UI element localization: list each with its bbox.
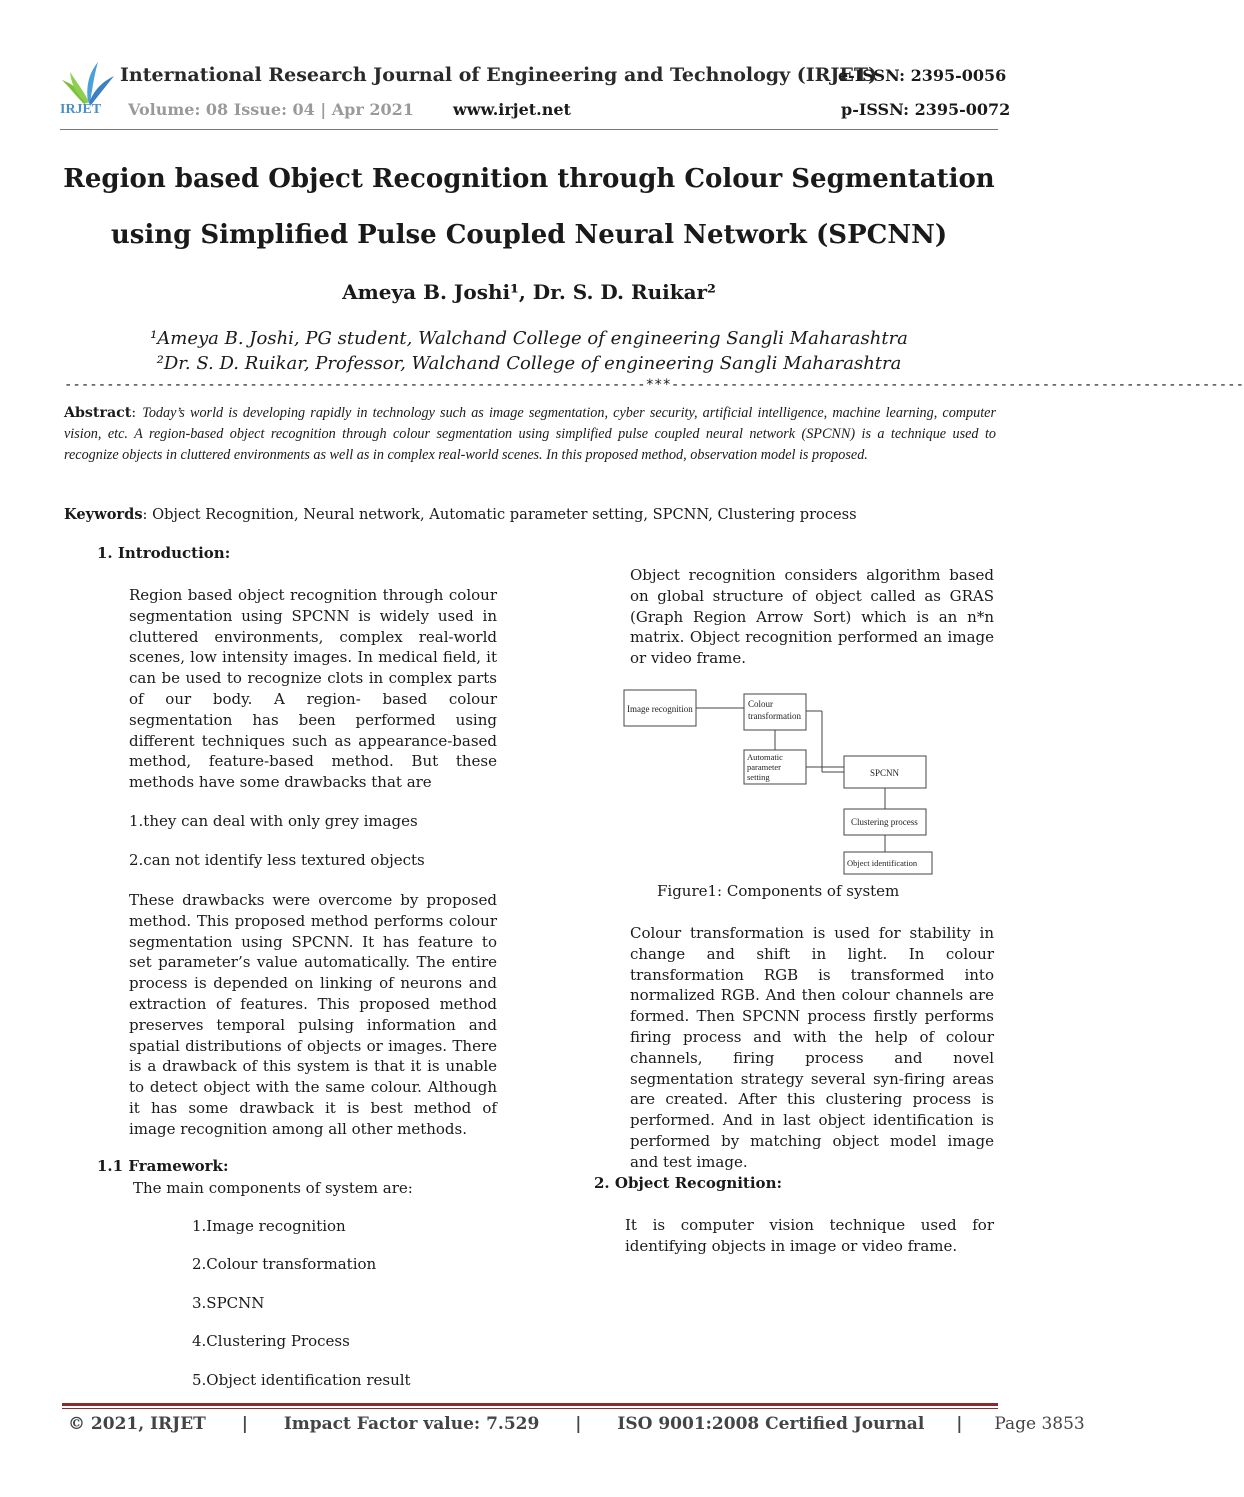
label-auto-l1: Automatic <box>747 752 783 762</box>
abstract-label: Abstract <box>64 405 132 421</box>
footer-copyright: © 2021, IRJET <box>68 1414 206 1434</box>
abstract-text: Today’s world is developing rapidly in technology such as image segmentation, cyber security, artificial intelligence, machine learning, computer vision, etc. A region-based object recognition through colour segmentation using simplified pulse coupled neural network (SPCNN) is a technique used to recognize objects in cluttered environments as well as in complex real-world scenes. In this proposed method, observation model is proposed. <box>64 405 996 463</box>
footer-rule <box>62 1403 998 1406</box>
component-item: 4.Clustering Process <box>192 1332 350 1350</box>
component-item: 3.SPCNN <box>192 1294 265 1312</box>
label-object-id: Object identification <box>847 858 918 868</box>
footer-separator: | <box>575 1414 582 1434</box>
footer-separator: | <box>241 1414 248 1434</box>
paper-title-line2: using Simplified Pulse Coupled Neural Network (SPCNN) <box>110 220 948 250</box>
keywords <box>64 506 857 523</box>
components-diagram <box>620 684 940 876</box>
affiliation-1: ¹Ameya B. Joshi, PG student, Walchand College of engineering Sangli Maharashtra <box>150 328 908 349</box>
authors: Ameya B. Joshi¹, Dr. S. D. Ruikar² <box>342 280 716 304</box>
objrec-paragraph: It is computer vision technique used for identifying objects in image or video frame. <box>625 1216 994 1255</box>
journal-name: International Research Journal of Engineering and Technology (IRJET) <box>120 64 877 86</box>
component-item: 1.Image recognition <box>192 1217 346 1235</box>
irjet-logo <box>58 58 118 120</box>
footer-page: Page 3853 <box>994 1414 1085 1434</box>
label-auto-l3: setting <box>747 772 770 782</box>
label-clustering: Clustering process <box>851 817 918 827</box>
keywords-text: : Object Recognition, Neural network, Automatic parameter setting, SPCNN, Clustering process <box>142 506 857 523</box>
affiliation-2: ²Dr. S. D. Ruikar, Professor, Walchand College of engineering Sangli Maharashtra <box>156 353 902 374</box>
component-item: 5.Object identification result <box>192 1371 411 1389</box>
framework-heading: 1.1 Framework: <box>97 1157 229 1175</box>
figure-caption: Figure1: Components of system <box>657 882 900 900</box>
footer <box>68 1414 1085 1434</box>
volume-info: Volume: 08 Issue: 04 | Apr 2021 <box>128 100 414 119</box>
intro-heading: 1. Introduction: <box>97 544 231 562</box>
paper-title-line1: Region based Object Recognition through Colour Segmentation <box>63 164 995 194</box>
keywords-label: Keywords <box>64 506 143 523</box>
objrec-heading: 2. Object Recognition: <box>594 1174 783 1192</box>
e-issn: e-ISSN: 2395-0056 <box>838 66 1007 85</box>
footer-rule-thin <box>62 1408 998 1409</box>
drawback-1: 1.they can deal with only grey images <box>129 812 418 830</box>
drawback-2: 2.can not identify less textured objects <box>129 851 425 869</box>
separator: ---------------------------------------------------------------------***-------------------------------------------------------------------- <box>64 377 1244 393</box>
objrec-intro-paragraph: Object recognition considers algorithm based on global structure of object called as GRAS (Graph Region Arrow Sort) which is an n*n matrix. Object recognition performed an image or video frame. <box>630 566 994 668</box>
intro-paragraph-2: These drawbacks were overcome by proposed method. This proposed method performs colour segmentation using SPCNN. It has feature to set parameter’s value automatically. The entire process is depended on linking of neurons and extraction of features. This proposed method preserves temporal pulsing information and spatial distributions of objects or images. There is a drawback of this system is that it is unable to detect object with the same colour. Although it has some drawback it is best method of image recognition among all other methods. <box>129 891 497 1138</box>
footer-iso: ISO 9001:2008 Certified Journal <box>617 1414 925 1434</box>
label-auto-l2: parameter <box>747 762 781 772</box>
label-spcnn: SPCNN <box>870 768 900 778</box>
component-item: 2.Colour transformation <box>192 1255 377 1273</box>
abstract: Abstract: Today’s world is developing rapidly in technology such as image segmentation, cyber security, artificial intelligence, machine learning, computer vision, etc. A region-based object recognition through colour segmentation using simplified pulse coupled neural network (SPCNN) is a technique used to recognize objects in cluttered environments as well as in complex real-world scenes. In this proposed method, observation model is proposed. <box>64 405 996 463</box>
label-colour-l2: transformation <box>748 711 801 721</box>
footer-impact: Impact Factor value: 7.529 <box>283 1414 540 1434</box>
label-colour-l1: Colour <box>748 699 774 709</box>
p-issn: p-ISSN: 2395-0072 <box>841 100 1011 119</box>
logo-text: IRJET <box>60 102 102 117</box>
footer-separator: | <box>956 1414 963 1434</box>
intro-paragraph-1: Region based object recognition through colour segmentation using SPCNN is widely used in cluttered environments, complex real-world scenes, low intensity images. In medical field, it can be used to recognize clots in complex parts of our body. A region- based colour segmentation has been performed using different techniques such as appearance-based method, feature-based method. But these methods have some drawbacks that are <box>129 586 497 792</box>
label-image-recognition: Image recognition <box>627 704 693 714</box>
journal-website: www.irjet.net <box>453 100 571 119</box>
framework-intro: The main components of system are: <box>133 1179 413 1197</box>
colour-transformation-paragraph: Colour transformation is used for stability in change and shift in light. In colour transformation RGB is transformed into normalized RGB. And then colour channels are formed. Then SPCNN process firstly performs firing process and with the help of colour channels, firing process and novel segmentation strategy several syn-firing areas are created. After this clustering process is performed. And in last object identification is performed by matching object model image and test image. <box>630 924 994 1171</box>
header-divider <box>60 129 998 130</box>
